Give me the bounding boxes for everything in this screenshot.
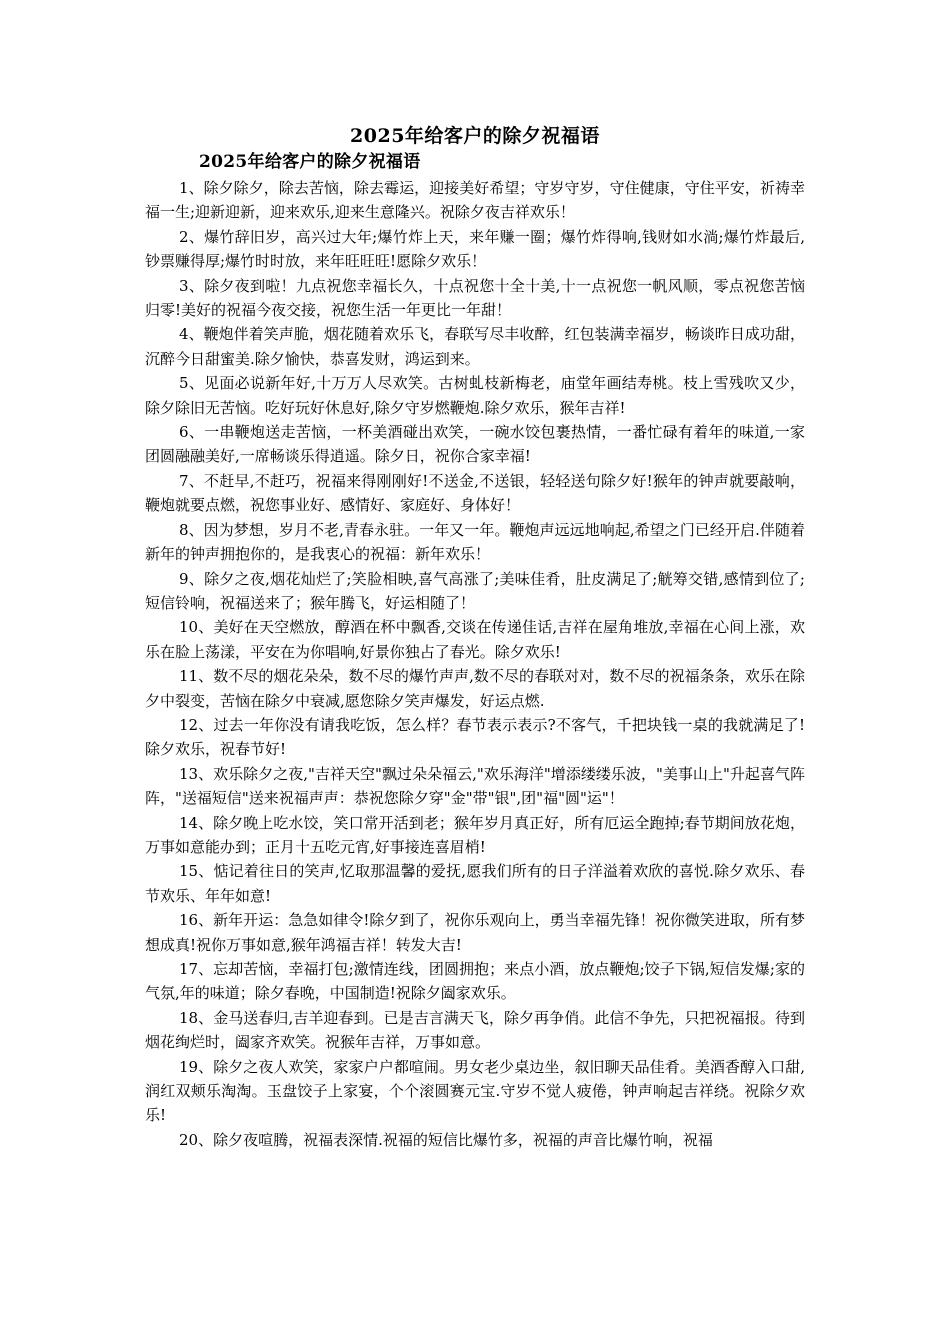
- blessing-item: 15、惦记着往日的笑声,忆取那温馨的爱抚,愿我们所有的日子洋溢着欢欣的喜悦.除夕欢乐、春节欢乐、年年如意!: [145, 862, 805, 905]
- blessing-item: 11、数不尽的烟花朵朵，数不尽的爆竹声声,数不尽的春联对对，数不尽的祝福条条，欢乐在除夕中裂变，苦恼在除夕中衰减,愿您除夕笑声爆发，好运点燃.: [145, 667, 805, 710]
- blessing-item: 12、过去一年你没有请我吃饭，怎么样？春节表示表示?不客气，千把块钱一桌的我就满足了!除夕欢乐，祝春节好!: [145, 715, 805, 759]
- blessing-item: 6、一串鞭炮送走苦恼，一杯美酒碰出欢笑，一碗水饺包裹热情，一番忙碌有着年的味道,一家团圆融融美好,一席畅谈乐得逍遥。除夕日，祝你合家幸福!: [145, 423, 805, 466]
- document-title: 2025年给客户的除夕祝福语: [350, 125, 600, 147]
- document-subtitle: 2025年给客户的除夕祝福语: [199, 152, 421, 172]
- blessing-item: 4、鞭炮伴着笑声脆，烟花随着欢乐飞，春联写尽丰收醉，红包装满幸福岁，畅谈昨日成功甜，沉醉今日甜蜜美.除夕愉快，恭喜发财，鸿运到来。: [145, 325, 805, 368]
- document-page: [145, 122, 805, 1152]
- blessing-item: 19、除夕之夜人欢笑，家家户户都喧闹。男女老少桌边坐，叙旧聊天品佳肴。美酒香醇入口甜,润红双颊乐淘淘。玉盘饺子上家宴，个个滚圆赛元宝.守岁不觉人疲倦，钟声响起吉祥绕。祝除夕欢乐!: [145, 1057, 805, 1125]
- blessing-item: 7、不赶早,不赶巧，祝福来得刚刚好!不送金,不送银，轻轻送句除夕好!猴年的钟声就要敲响，鞭炮就要点燃，祝您事业好、感情好、家庭好、身体好！: [145, 471, 805, 515]
- blessing-item: 3、除夕夜到啦！九点祝您幸福长久，十点祝您十全十美,十一点祝您一帆风顺，零点祝您苦恼归零!美好的祝福今夜交接，祝您生活一年更比一年甜！: [145, 276, 805, 320]
- blessing-item: 17、忘却苦恼，幸福打包;激情连线，团圆拥抱；来点小酒，放点鞭炮;饺子下锅,短信发爆;家的气氛,年的味道；除夕春晚，中国制造!祝除夕阖家欢乐。: [145, 960, 805, 1003]
- blessing-item: 1、除夕除夕，除去苦恼，除去霉运，迎接美好希望；守岁守岁，守住健康，守住平安，祈祷幸福一生;迎新迎新，迎来欢乐,迎来生意隆兴。祝除夕夜吉祥欢乐！: [145, 179, 805, 222]
- blessing-item: 18、金马送春归,吉羊迎春到。已是吉言满天飞，除夕再争俏。此信不争先，只把祝福报。待到烟花绚烂时，阖家齐欢笑。祝猴年吉祥，万事如意。: [145, 1008, 805, 1052]
- blessing-item: 16、新年开运：急急如律令!除夕到了，祝你乐观向上，勇当幸福先锋！祝你微笑进取，所有梦想成真!祝你万事如意,猴年鸿福吉祥！转发大吉!: [145, 911, 805, 954]
- blessing-item: 14、除夕晚上吃水饺，笑口常开活到老；猴年岁月真正好，所有厄运全跑掉;春节期间放花炮，万事如意能办到；正月十五吃元宵,好事接连喜眉梢!: [145, 813, 805, 856]
- blessing-item: 20、除夕夜喧腾，祝福表深情.祝福的短信比爆竹多，祝福的声音比爆竹响，祝福: [179, 1130, 713, 1149]
- blessing-item: 8、因为梦想，岁月不老,青春永驻。一年又一年。鞭炮声远远地响起,希望之门已经开启.伴随着新年的钟声拥抱你的，是我衷心的祝福：新年欢乐！: [145, 520, 805, 564]
- blessing-item: 10、美好在天空燃放，醇酒在杯中飘香,交谈在传递佳话,吉祥在屋角堆放,幸福在心间上涨，欢乐在脸上荡漾，平安在为你唱响,好景你独占了春光。除夕欢乐!: [145, 618, 805, 661]
- blessing-item: 13、欢乐除夕之夜,"吉祥天空"飘过朵朵福云,"欢乐海洋"增添缕缕乐波，"美事山上"升起喜气阵阵，"送福短信"送来祝福声声：恭祝您除夕穿"金"带"银",团"福"圆"运"！: [145, 764, 805, 808]
- blessing-list: [145, 176, 805, 1152]
- blessing-item: 5、见面必说新年好,十万万人尽欢笑。古树虬枝新梅老，庙堂年画结寿桃。枝上雪残吹又少，除夕除旧无苦恼。吃好玩好休息好,除夕守岁燃鞭炮.除夕欢乐，猴年吉祥!: [145, 374, 805, 417]
- blessing-item: 2、爆竹辞旧岁，高兴过大年;爆竹炸上天，来年赚一圈；爆竹炸得响,钱财如水淌;爆竹炸最后,钞票赚得厚;爆竹时时放，来年旺旺旺!愿除夕欢乐！: [145, 227, 805, 271]
- blessing-item: 9、除夕之夜,烟花灿烂了;笑脸相映,喜气高涨了;美味佳肴，肚皮满足了;觥筹交错,感情到位了;短信铃响，祝福送来了；猴年腾飞，好运相随了！: [145, 569, 805, 612]
